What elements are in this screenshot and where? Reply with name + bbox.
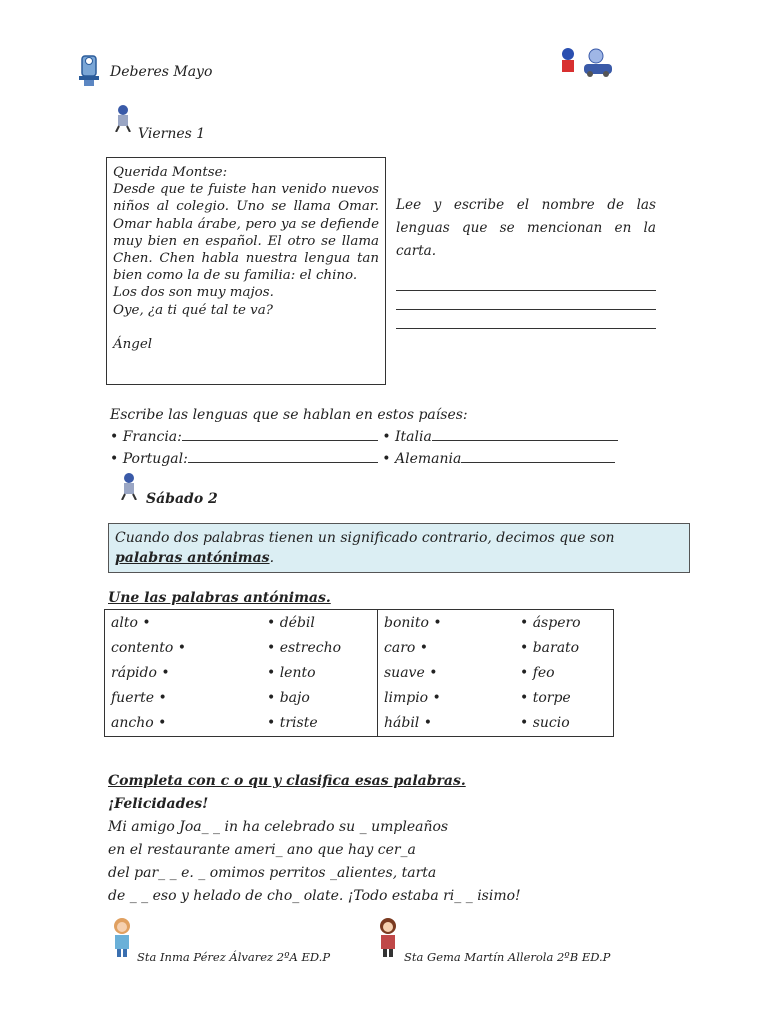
complete-line: Mi amigo Joa_ _ in ha celebrado su _ umpleaños [108,819,449,835]
label-italia: • Italia [382,429,432,445]
answer-line[interactable] [396,290,656,291]
complete-line: de _ _ eso y helado de cho_ olate. ¡Todo estaba ri_ _ isimo! [108,888,521,904]
saturday-heading: Sábado 2 [146,491,218,507]
countries-row [110,426,618,448]
table-cell[interactable]: ancho • [111,715,167,732]
letter-signature: Ángel [113,336,153,352]
antonyms-title: Une las palabras antónimas. [108,590,331,606]
robot-icon [118,472,140,500]
definition-text: Cuando dos palabras tienen un significado contrario, decimos que son [115,530,615,546]
table-cell[interactable]: • lento [261,660,378,685]
complete-greeting: ¡Felicidades! [108,796,209,812]
definition-term: palabras antónimas [115,550,270,566]
blank-alemania[interactable] [461,448,615,463]
antonyms-table [104,609,614,737]
instruction-text: Lee y escribe el nombre de las lenguas que se mencionan en la carta. [396,197,656,259]
table-cell[interactable]: • áspero [520,614,581,631]
table-cell[interactable]: rápido • [111,664,170,681]
table-cell[interactable]: • bajo [261,686,378,711]
table-cell[interactable]: fuerte • [111,690,167,707]
answer-line[interactable] [396,309,656,310]
table-row [105,635,613,660]
letter-line: Los dos son muy majos. [113,285,274,301]
countries-title: Escribe las lenguas que se hablan en estos países: [110,407,468,423]
answer-line[interactable] [396,328,656,329]
definition-box [108,523,690,573]
girl-icon [374,916,402,958]
table-cell[interactable]: • triste [261,711,378,736]
letter-line: Querida Montse: [113,165,228,180]
robot-icon [112,104,134,132]
table-cell[interactable]: limpio • [384,690,441,707]
complete-line: del par_ _ e. _ omimos perritos _alientes, tarta [108,865,437,881]
blank-italia[interactable] [432,426,618,441]
complete-exercise [108,770,521,908]
letter-spacer [113,319,379,336]
table-cell[interactable]: contento • [111,639,186,656]
robots-icon [556,44,616,78]
letter-box [106,157,386,385]
definition-end: . [269,550,275,566]
table-row [105,686,613,711]
table-cell[interactable]: bonito • [384,614,442,631]
table-cell[interactable]: • débil [261,610,378,635]
table-row [105,660,613,685]
page-title: Deberes Mayo [110,64,213,80]
table-row [105,711,613,736]
blank-portugal[interactable] [188,448,378,463]
table-cell[interactable]: alto • [111,614,151,631]
complete-title: Completa con c o qu y clasifica esas palabras. [108,773,466,789]
teacher-name-2: Sta Gema Martín Allerola 2ºB ED.P [404,950,611,964]
friday-heading: Viernes 1 [138,126,206,142]
table-cell[interactable]: • torpe [520,690,571,707]
teacher-name-1: Sta Inma Pérez Álvarez 2ºA ED.P [137,950,331,964]
label-portugal: • Portugal: [110,451,188,467]
countries-row [110,448,618,470]
label-francia: • Francia: [110,429,182,445]
table-cell[interactable]: suave • [384,664,438,681]
letter-line: Oye, ¿a ti qué tal te va? [113,302,273,318]
table-cell[interactable]: caro • [384,639,429,656]
blank-francia[interactable] [182,426,378,441]
countries-exercise [110,404,618,470]
table-row [105,610,613,635]
complete-line: en el restaurante ameri_ ano que hay cer_a [108,842,416,858]
table-cell[interactable]: hábil • [384,715,432,732]
table-cell[interactable]: • feo [520,664,555,681]
table-cell[interactable]: • estrecho [261,635,378,660]
table-cell[interactable]: • barato [520,639,580,656]
label-alemania: • Alemania [382,451,462,467]
table-cell[interactable]: • sucio [520,715,570,732]
girl-icon [108,916,136,958]
letter-body: Desde que te fuiste han venido nuevos niños al colegio. Uno se llama Omar. Omar habla árabe, pero ya se defiende muy bien en español. El otro se llama Chen. Chen habla nuestra lengua tan bien como la de su familia: el chino. [113,182,379,284]
school-logo-icon [76,52,102,88]
